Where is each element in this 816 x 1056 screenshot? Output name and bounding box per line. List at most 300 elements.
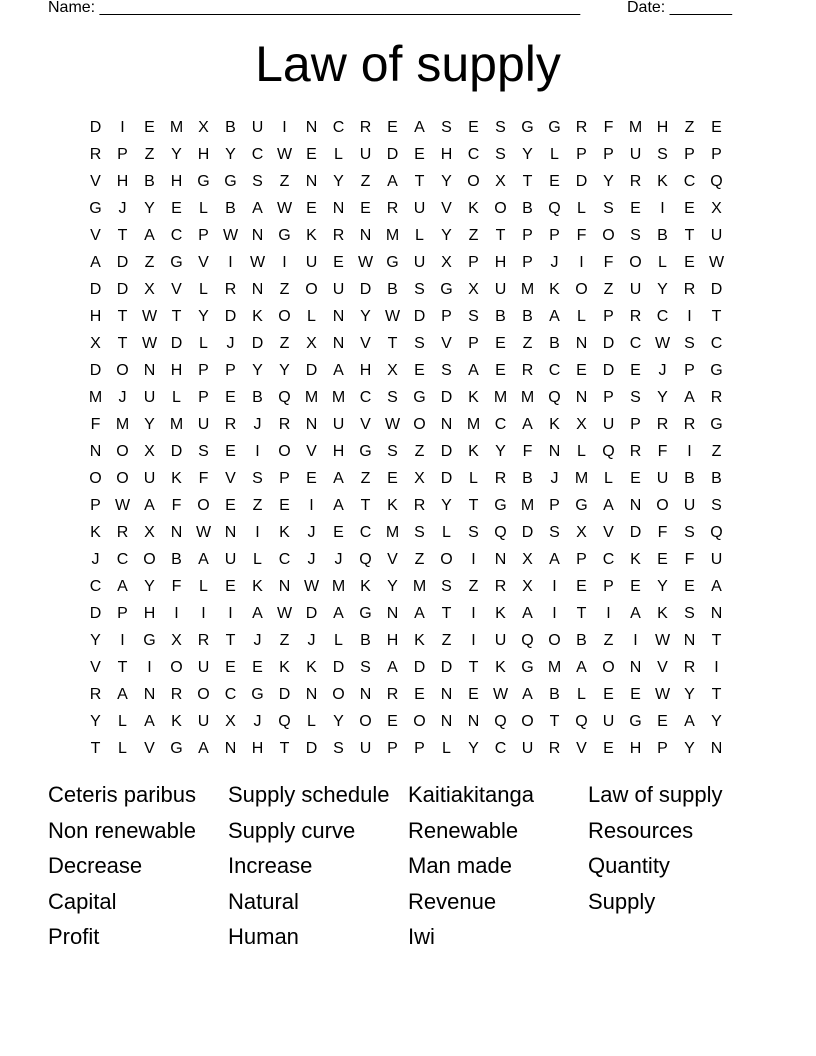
grid-letter: M [115,415,130,433]
grid-letter: A [414,118,425,136]
grid-letter: H [197,145,210,163]
word-list-item: Supply schedule [228,782,390,807]
grid-letter: P [576,550,587,568]
grid-letter: P [441,307,452,325]
grid-letter: I [255,442,260,460]
grid-letter: P [468,253,479,271]
grid-letter: A [333,496,344,514]
grid-letter: N [548,442,561,460]
grid-letter: N [89,442,102,460]
grid-letter: F [522,442,533,460]
grid-letter: S [360,658,371,676]
grid-letter: A [630,604,641,622]
grid-letter: V [90,226,101,244]
grid-letter: B [549,334,560,352]
grid-letter: Y [144,415,155,433]
grid-letter: O [89,469,102,487]
grid-letter: E [387,118,398,136]
grid-row [82,249,742,276]
grid-letter: D [602,334,615,352]
grid-letter: I [255,523,260,541]
grid-letter: X [576,415,587,433]
grid-letter: Q [278,388,291,406]
grid-letter: I [714,658,719,676]
grid-letter: Z [468,577,479,595]
grid-letter: F [576,226,587,244]
grid-letter: O [413,712,426,730]
grid-letter: U [629,145,642,163]
grid-letter: G [710,415,723,433]
grid-letter: N [359,226,372,244]
grid-letter: W [384,307,401,325]
grid-letter: T [117,658,128,676]
grid-letter: Y [333,712,344,730]
grid-letter: R [683,658,696,676]
grid-letter: L [415,226,424,244]
grid-letter: V [441,334,452,352]
word-list-item: Supply [588,888,656,914]
grid-letter: H [332,442,345,460]
grid-letter: E [225,388,236,406]
grid-letter: Z [414,550,425,568]
grid-letter: G [386,253,399,271]
grid-letter: M [520,280,535,298]
grid-letter: J [550,469,559,487]
grid-letter: V [576,739,587,757]
grid-letter: H [386,631,399,649]
grid-letter: P [549,226,560,244]
grid-letter: I [687,307,692,325]
grid-letter: Z [522,334,533,352]
grid-letter: L [442,523,451,541]
grid-letter: Z [279,172,290,190]
grid-letter: D [89,604,102,622]
grid-letter: A [549,307,560,325]
grid-letter: U [602,415,615,433]
grid-letter: O [116,361,129,379]
grid-letter: D [89,118,102,136]
grid-letter: L [199,199,208,217]
grid-letter: S [684,604,695,622]
grid-letter: K [252,577,263,595]
grid-letter: I [201,604,206,622]
grid-letter: Y [333,172,344,190]
grid-letter: D [332,658,345,676]
grid-letter: Q [278,712,291,730]
grid-letter: N [305,685,318,703]
grid-letter: M [169,118,184,136]
grid-letter: O [197,685,210,703]
grid-letter: Y [468,739,479,757]
grid-letter: K [549,280,560,298]
grid-letter: E [279,496,290,514]
grid-letter: W [654,631,671,649]
grid-letter: Y [495,442,506,460]
grid-letter: T [468,496,479,514]
grid-letter: D [440,442,453,460]
grid-row [82,708,742,735]
grid-letter: O [278,307,291,325]
grid-letter: D [305,604,318,622]
grid-letter: P [387,739,398,757]
grid-letter: E [630,577,641,595]
grid-letter: S [549,523,560,541]
grid-letter: T [279,739,290,757]
word-list-item: Natural [228,888,299,914]
grid-letter: B [522,469,533,487]
grid-letter: C [494,739,507,757]
grid-letter: E [630,361,641,379]
grid-letter: R [89,145,102,163]
grid-row [82,141,742,168]
grid-letter: P [414,739,425,757]
grid-letter: Y [657,577,668,595]
grid-letter: D [413,658,426,676]
grid-letter: D [305,739,318,757]
grid-letter: W [654,685,671,703]
grid-letter: P [90,496,101,514]
grid-letter: I [282,253,287,271]
grid-letter: W [141,307,158,325]
grid-letter: Z [711,442,722,460]
grid-letter: G [521,658,534,676]
grid-letter: T [225,631,236,649]
grid-letter: E [225,442,236,460]
grid-letter: D [521,523,534,541]
grid-letter: N [251,280,264,298]
grid-letter: Z [360,172,371,190]
grid-letter: W [708,253,725,271]
grid-letter: C [683,172,696,190]
grid-letter: S [468,307,479,325]
grid-letter: A [603,496,614,514]
grid-letter: M [628,118,643,136]
grid-letter: O [467,172,480,190]
grid-letter: K [657,604,668,622]
grid-letter: N [575,334,588,352]
grid-row [82,627,742,654]
grid-letter: Y [603,172,614,190]
grid-letter: R [710,388,723,406]
grid-letter: Q [548,199,561,217]
grid-letter: B [684,469,695,487]
grid-letter: G [197,172,210,190]
grid-letter: W [141,334,158,352]
grid-letter: L [118,712,127,730]
grid-letter: J [334,550,343,568]
grid-letter: N [143,685,156,703]
grid-letter: R [683,280,696,298]
grid-letter: Z [279,334,290,352]
grid-letter: K [306,658,317,676]
grid-letter: W [357,253,374,271]
grid-letter: E [576,361,587,379]
grid-letter: X [522,577,533,595]
grid-letter: O [656,496,669,514]
grid-letter: Z [279,280,290,298]
grid-letter: I [228,253,233,271]
grid-letter: L [199,280,208,298]
grid-letter: N [332,199,345,217]
grid-letter: Q [494,523,507,541]
grid-letter: O [359,712,372,730]
grid-letter: B [225,118,236,136]
grid-letter: R [278,415,291,433]
grid-letter: X [495,172,506,190]
grid-letter: S [414,523,425,541]
grid-letter: U [683,496,696,514]
grid-letter: N [305,118,318,136]
grid-letter: I [606,604,611,622]
grid-letter: C [251,145,264,163]
grid-row [82,222,742,249]
grid-letter: D [89,361,102,379]
grid-letter: E [360,199,371,217]
grid-letter: C [332,118,345,136]
grid-letter: D [116,253,129,271]
grid-letter: S [414,280,425,298]
grid-letter: I [228,604,233,622]
grid-letter: S [684,334,695,352]
grid-letter: A [387,658,398,676]
grid-letter: W [249,253,266,271]
grid-letter: N [629,496,642,514]
grid-letter: Y [657,388,668,406]
grid-letter: N [467,712,480,730]
grid-letter: A [198,550,209,568]
grid-letter: J [253,415,262,433]
grid-letter: L [658,253,667,271]
grid-letter: F [171,496,182,514]
grid-letter: E [603,685,614,703]
grid-letter: Y [522,145,533,163]
grid-letter: L [199,334,208,352]
word-list-item: Human [228,924,299,949]
grid-letter: W [195,523,212,541]
grid-letter: A [144,712,155,730]
grid-letter: E [306,145,317,163]
grid-letter: N [278,577,291,595]
grid-letter: C [467,145,480,163]
grid-letter: I [282,118,287,136]
grid-letter: U [332,415,345,433]
grid-letter: S [603,199,614,217]
grid-letter: E [252,658,263,676]
grid-letter: Q [602,442,615,460]
grid-letter: H [170,361,183,379]
grid-letter: D [305,361,318,379]
grid-letter: E [306,469,317,487]
grid-letter: L [604,469,613,487]
grid-letter: B [522,199,533,217]
grid-letter: I [552,577,557,595]
grid-letter: H [170,172,183,190]
grid-letter: K [360,577,371,595]
grid-letter: H [251,739,264,757]
grid-letter: G [251,685,264,703]
grid-letter: S [495,118,506,136]
grid-letter: A [90,253,101,271]
grid-letter: Q [710,172,723,190]
grid-letter: C [278,550,291,568]
grid-letter: E [495,361,506,379]
word-list-item: Quantity [588,853,670,878]
grid-letter: I [660,199,665,217]
grid-letter: B [495,307,506,325]
grid-letter: A [522,415,533,433]
grid-letter: S [711,496,722,514]
grid-letter: L [442,739,451,757]
grid-letter: Y [144,199,155,217]
grid-letter: P [468,334,479,352]
grid-letter: A [198,739,209,757]
grid-letter: A [711,577,722,595]
grid-letter: N [386,604,399,622]
grid-letter: L [577,307,586,325]
grid-letter: O [332,685,345,703]
grid-letter: O [170,658,183,676]
grid-letter: C [710,334,723,352]
grid-letter: M [169,415,184,433]
grid-letter: P [522,226,533,244]
grid-letter: R [224,415,237,433]
grid-letter: E [333,253,344,271]
grid-letter: X [306,334,317,352]
grid-letter: L [334,631,343,649]
grid-letter: R [521,361,534,379]
grid-letter: T [171,307,182,325]
grid-letter: B [171,550,182,568]
grid-letter: P [684,361,695,379]
grid-letter: L [307,712,316,730]
grid-letter: A [414,604,425,622]
grid-letter: U [143,469,156,487]
grid-letter: H [656,118,669,136]
grid-letter: R [683,415,696,433]
grid-letter: Y [279,361,290,379]
grid-letter: Y [90,712,101,730]
grid-letter: P [657,739,668,757]
grid-letter: K [549,415,560,433]
grid-letter: K [495,658,506,676]
word-search-grid [82,114,742,762]
grid-letter: O [305,280,318,298]
grid-letter: N [224,523,237,541]
grid-letter: X [171,631,182,649]
grid-letter: E [225,658,236,676]
grid-letter: U [143,388,156,406]
grid-letter: P [198,361,209,379]
grid-letter: U [494,280,507,298]
grid-letter: O [197,496,210,514]
grid-letter: W [276,199,293,217]
grid-letter: E [144,118,155,136]
grid-letter: X [144,523,155,541]
grid-letter: X [522,550,533,568]
grid-letter: H [494,253,507,271]
grid-letter: O [602,226,615,244]
grid-letter: U [629,280,642,298]
grid-letter: F [198,469,209,487]
grid-letter: C [89,577,102,595]
grid-letter: E [306,199,317,217]
grid-letter: G [413,388,426,406]
grid-letter: A [333,604,344,622]
grid-letter: S [495,145,506,163]
grid-letter: F [657,442,668,460]
grid-letter: E [468,118,479,136]
grid-letter: I [633,631,638,649]
grid-letter: P [603,307,614,325]
grid-letter: A [333,469,344,487]
word-list-item: Law of supply [588,782,723,807]
date-field-label: Date: _______ [627,0,732,16]
grid-letter: Y [198,307,209,325]
grid-letter: J [118,199,127,217]
grid-letter: G [548,118,561,136]
grid-letter: N [305,415,318,433]
grid-row [82,330,742,357]
grid-row [82,492,742,519]
grid-letter: V [90,658,101,676]
grid-letter: A [549,550,560,568]
grid-letter: I [120,631,125,649]
grid-letter: T [711,631,722,649]
grid-letter: T [441,604,452,622]
grid-letter: S [252,469,263,487]
grid-letter: O [116,469,129,487]
grid-letter: A [468,361,479,379]
grid-letter: O [548,631,561,649]
grid-letter: J [253,631,262,649]
grid-letter: M [304,388,319,406]
grid-letter: U [359,145,372,163]
grid-letter: D [440,469,453,487]
grid-letter: D [170,442,183,460]
grid-letter: X [414,469,425,487]
grid-letter: O [602,658,615,676]
grid-letter: E [684,253,695,271]
grid-letter: R [386,199,399,217]
grid-letter: V [657,658,668,676]
grid-letter: Z [144,253,155,271]
grid-letter: R [116,523,129,541]
grid-letter: N [332,334,345,352]
grid-letter: P [684,145,695,163]
grid-letter: Y [225,145,236,163]
grid-letter: K [657,172,668,190]
grid-letter: U [224,550,237,568]
grid-letter: F [657,523,668,541]
grid-letter: O [413,415,426,433]
grid-letter: F [603,118,614,136]
grid-letter: A [252,604,263,622]
grid-row [82,600,742,627]
page-title: Law of supply [255,36,561,92]
grid-letter: N [629,658,642,676]
grid-letter: G [170,253,183,271]
grid-letter: Y [144,577,155,595]
grid-letter: F [171,577,182,595]
grid-letter: P [603,145,614,163]
grid-letter: L [577,442,586,460]
grid-letter: P [711,145,722,163]
grid-letter: U [710,550,723,568]
grid-letter: B [522,307,533,325]
word-list-item: Resources [588,817,694,843]
grid-letter: D [440,388,453,406]
grid-letter: A [144,496,155,514]
